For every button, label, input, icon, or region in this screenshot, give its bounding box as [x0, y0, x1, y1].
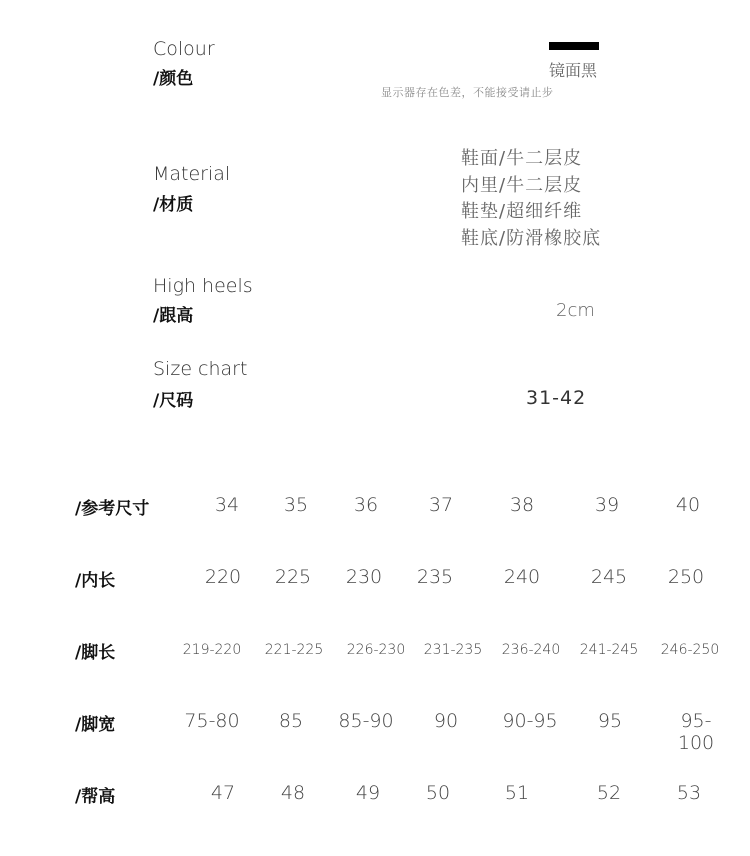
table-cell: 240 — [503, 566, 541, 588]
table-cell: 36 — [353, 494, 379, 516]
table-cell: 241-245 — [579, 642, 639, 658]
table-cell: 235 — [416, 566, 454, 588]
table-cell: 220 — [204, 566, 242, 588]
material-list — [461, 146, 601, 252]
table-cell: 48 — [280, 782, 306, 804]
table-cell: 246-250 — [660, 642, 720, 658]
table-cell: 245 — [590, 566, 628, 588]
table-cell: 51 — [504, 782, 530, 804]
table-cell: 49 — [355, 782, 381, 804]
colour-label-en: Colour — [153, 38, 215, 60]
table-cell: 85 — [278, 710, 304, 732]
material-line: 鞋面/牛二层皮 — [461, 148, 583, 169]
table-cell: 90-95 — [502, 710, 558, 732]
table-cell: 236-240 — [501, 642, 561, 658]
table-cell: 85-90 — [338, 710, 394, 732]
table-cell: 34 — [214, 494, 240, 516]
table-cell: 53 — [676, 782, 702, 804]
size-range-value: 31-42 — [526, 387, 587, 409]
colour-label-zh: /颜色 — [153, 69, 194, 89]
table-cell: 90 — [433, 710, 459, 732]
table-row-label: /脚宽 — [75, 715, 116, 735]
material-label-en: Material — [153, 163, 231, 185]
table-cell: 38 — [509, 494, 535, 516]
heels-value: 2cm — [556, 300, 595, 321]
table-row-label: /参考尺寸 — [75, 499, 150, 519]
colour-note: 显示器存在色差，不能接受请止步 — [381, 86, 554, 99]
colour-value: 镜面黑 — [549, 61, 598, 80]
size-chart-label-en: Size chart — [153, 358, 248, 380]
table-cell: 221-225 — [264, 642, 324, 658]
heels-label-zh: /跟高 — [153, 306, 194, 326]
table-cell: 250 — [667, 566, 705, 588]
table-row-label: /脚长 — [75, 643, 116, 663]
table-cell: 225 — [274, 566, 312, 588]
material-label-zh: /材质 — [153, 195, 194, 215]
table-cell: 37 — [428, 494, 454, 516]
table-cell: 219-220 — [182, 642, 242, 658]
material-line: 鞋垫/超细纤维 — [461, 201, 583, 222]
table-cell: 226-230 — [346, 642, 406, 658]
table-cell: 47 — [210, 782, 236, 804]
colour-swatch — [549, 42, 599, 50]
table-cell: 35 — [283, 494, 309, 516]
table-cell: 95 — [597, 710, 623, 732]
table-cell: 40 — [675, 494, 701, 516]
material-line: 鞋底/防滑橡胶底 — [461, 227, 602, 249]
table-cell: 231-235 — [423, 642, 483, 658]
table-cell: 52 — [596, 782, 622, 804]
table-row-label: /内长 — [75, 571, 116, 591]
heels-label-en: High heels — [153, 275, 253, 297]
table-cell: 50 — [425, 782, 451, 804]
table-cell: 95-100 — [677, 710, 715, 754]
table-cell: 75-80 — [184, 710, 240, 732]
table-cell: 39 — [594, 494, 620, 516]
size-chart-label-zh: /尺码 — [153, 391, 194, 411]
material-line: 内里/牛二层皮 — [461, 174, 583, 196]
table-cell: 230 — [345, 566, 383, 588]
table-row-label: /帮高 — [75, 787, 116, 807]
